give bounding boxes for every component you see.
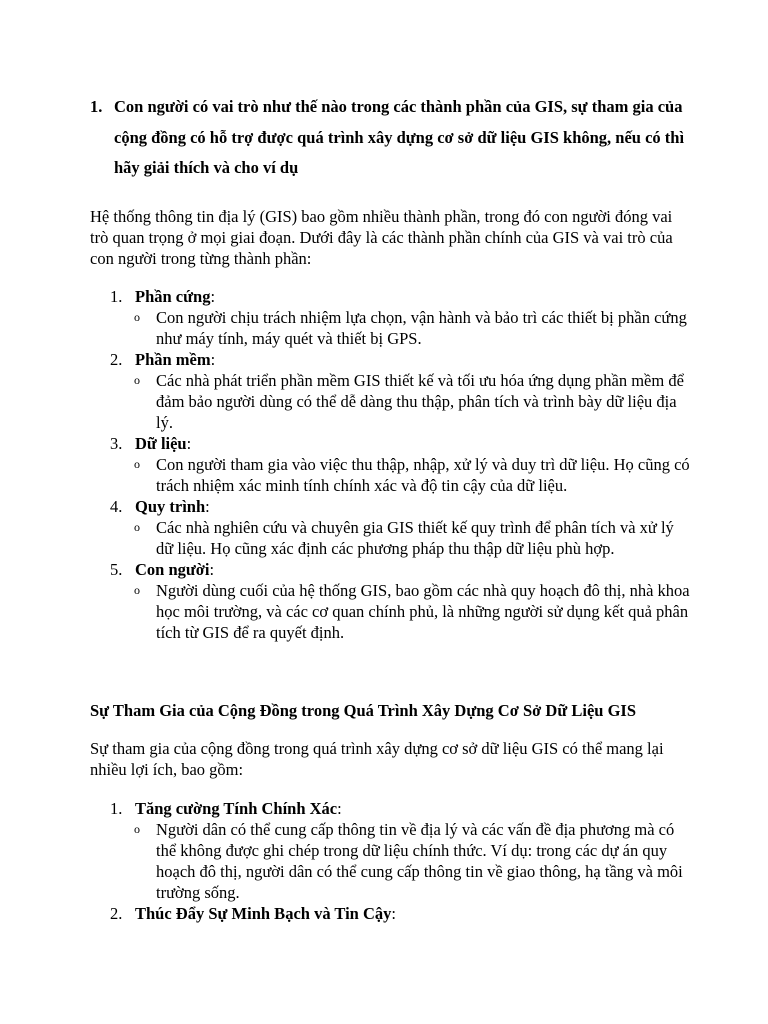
item-description: Các nhà phát triển phần mềm GIS thiết kế và tối ưu hóa ứng dụng phần mềm để đảm bảo người dùng có thể dễ dàng thu thập, phân tích và trình bày dữ liệu địa lý. (156, 371, 684, 432)
item-number: 1. (110, 799, 123, 818)
bullet-marker: o (134, 520, 140, 534)
section-heading: Sự Tham Gia của Cộng Đồng trong Quá Trình Xây Dựng Cơ Sở Dữ Liệu GIS (90, 701, 636, 720)
benefits-list (110, 798, 690, 924)
item-number: 2. (110, 350, 123, 369)
list-item (110, 433, 690, 454)
item-title: Phần mềm (135, 350, 211, 369)
item-description: Các nhà nghiên cứu và chuyên gia GIS thiết kế quy trình để phân tích và xử lý dữ liệu. Họ cũng xác định các phương pháp thu thập dữ liệu phù hợp. (156, 518, 674, 558)
item-colon: : (210, 350, 216, 369)
components-list (110, 286, 690, 643)
item-description: Người dân có thể cung cấp thông tin về địa lý và các vấn đề địa phương mà có thể không được ghi chép trong dữ liệu chính thức. Ví dụ: trong các dự án quy hoạch đô thị, người dân có thể cung cấp thông tin về giao thông, hạ tầng và môi trường sống. (156, 820, 683, 902)
item-number: 4. (110, 497, 123, 516)
bullet-marker: o (134, 310, 140, 324)
item-number: 3. (110, 434, 123, 453)
sub-bullet-item (110, 517, 690, 559)
item-number: 2. (110, 904, 123, 923)
item-colon: : (205, 497, 210, 516)
item-title: Dữ liệu (135, 434, 187, 453)
list-item (110, 349, 690, 370)
item-title: Phần cứng (135, 287, 211, 306)
item-colon: : (186, 434, 192, 453)
item-description: Con người tham gia vào việc thu thập, nhập, xử lý và duy trì dữ liệu. Họ cũng có trách nhiệm xác minh tính chính xác và độ tin cậy của dữ liệu. (156, 455, 690, 495)
item-title: Con người (135, 560, 210, 579)
list-item (110, 798, 690, 819)
item-title: Tăng cường Tính Chính Xác (135, 799, 338, 818)
item-description: Người dùng cuối của hệ thống GIS, bao gồm các nhà quy hoạch đô thị, nhà khoa học môi trường, và các cơ quan chính phủ, là những người sử dụng kết quả phân tích từ GIS để ra quyết định. (156, 581, 690, 642)
bullet-marker: o (134, 457, 140, 471)
sub-bullet-item (110, 454, 690, 496)
sub-bullet-item (110, 580, 690, 643)
list-item (110, 559, 690, 580)
item-colon: : (209, 560, 215, 579)
bullet-marker: o (134, 373, 140, 387)
item-description: Con người chịu trách nhiệm lựa chọn, vận hành và bảo trì các thiết bị phần cứng như máy tính, máy quét và thiết bị GPS. (156, 308, 687, 348)
sub-bullet-item (110, 819, 690, 903)
sub-bullet-item (110, 370, 690, 433)
item-number: 1. (110, 287, 123, 306)
item-title: Quy trình (135, 497, 206, 516)
item-colon: : (210, 287, 216, 306)
list-item (110, 496, 690, 517)
item-number: 5. (110, 560, 123, 579)
list-item (110, 286, 690, 307)
item-title: Thúc Đẩy Sự Minh Bạch và Tin Cậy (135, 904, 392, 923)
question-heading (90, 92, 690, 184)
item-colon: : (337, 799, 342, 818)
bullet-marker: o (134, 822, 140, 836)
sub-bullet-item (110, 307, 690, 349)
section-intro-paragraph: Sự tham gia của cộng đồng trong quá trình xây dựng cơ sở dữ liệu GIS có thể mang lại nhiều lợi ích, bao gồm: (90, 739, 664, 779)
question-number: 1. (90, 97, 103, 116)
bullet-marker: o (134, 583, 140, 597)
item-colon: : (391, 904, 396, 923)
question-text: Con người có vai trò như thế nào trong các thành phần của GIS, sự tham gia của cộng đồng có hỗ trợ được quá trình xây dựng cơ sở dữ liệu GIS không, nếu có thì hãy giải thích và cho ví dụ (114, 97, 685, 177)
list-item (110, 903, 690, 924)
intro-paragraph: Hệ thống thông tin địa lý (GIS) bao gồm nhiều thành phần, trong đó con người đóng vai trò quan trọng ở mọi giai đoạn. Dưới đây là các thành phần chính của GIS và vai trò của con người trong từng thành phần: (90, 207, 673, 268)
